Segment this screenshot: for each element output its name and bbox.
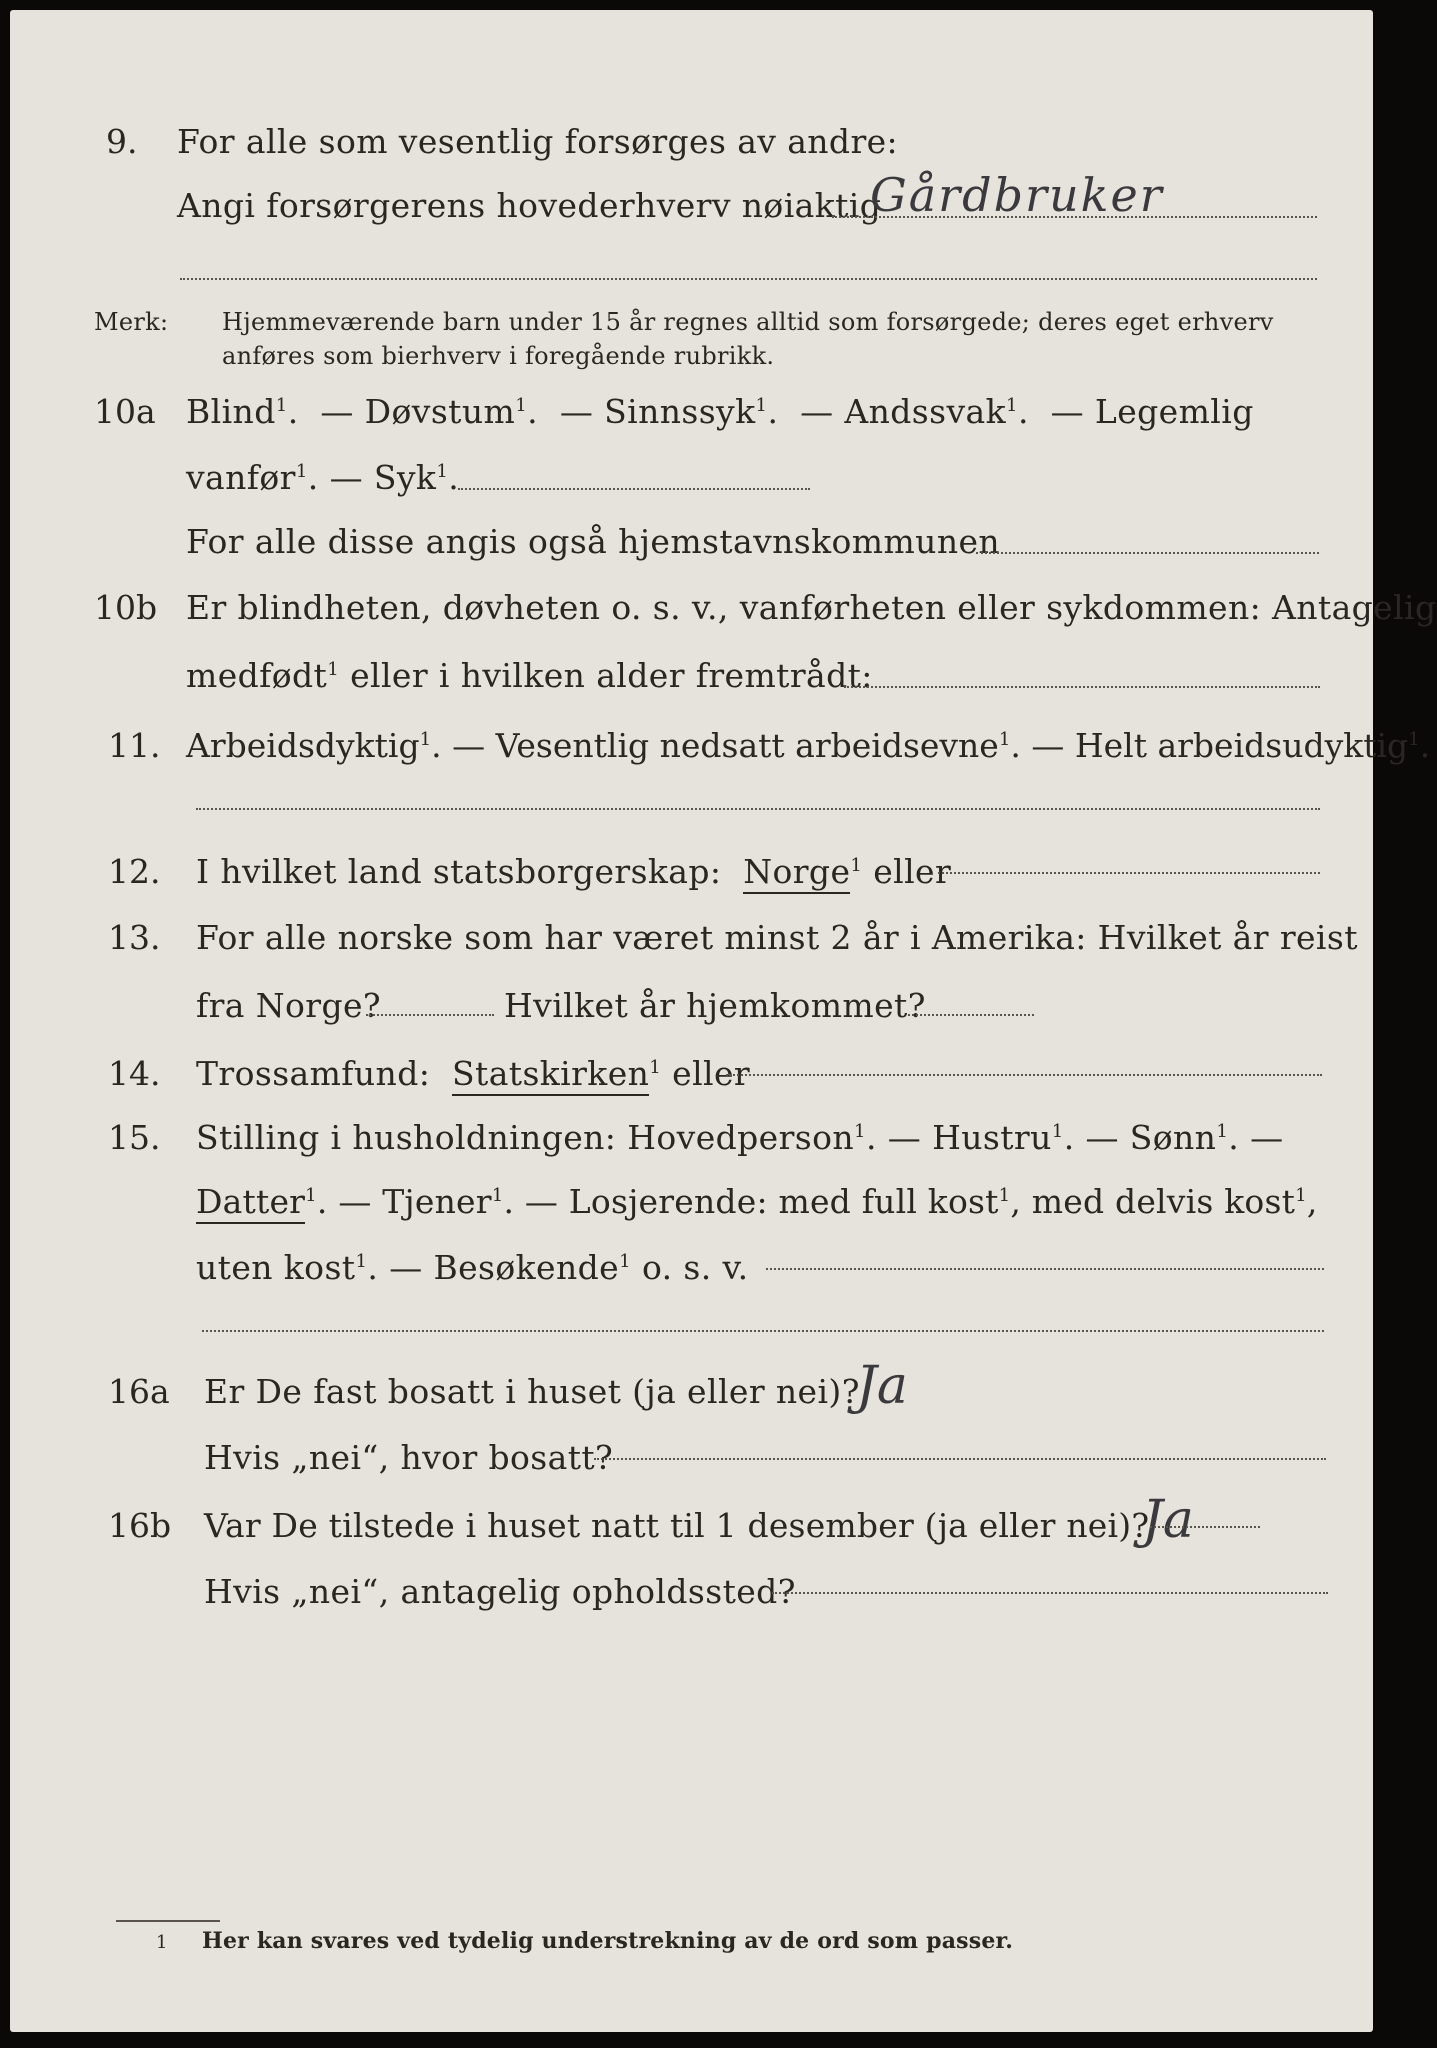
q10a-hjemstavn-line — [976, 552, 1319, 554]
q11-extra-line — [196, 808, 1320, 810]
option-syk: — Syk — [329, 458, 437, 497]
q9-number: 9. — [106, 122, 138, 161]
q10b-line1: Er blindheten, døvheten o. s. v., vanførheten eller sykdommen: Antagelig — [186, 588, 1437, 627]
q10a-line2: vanfør$^1$. — Syk$^1$. — [186, 458, 460, 497]
option-dovstum: — Døvstum — [320, 392, 516, 431]
merk-line1: Hjemmeværende barn under 15 år regnes alltid som forsørgede; deres eget erhverv — [222, 308, 1274, 336]
q10b-line2: medfødt$^1$ eller i hvilken alder fremtrådt: — [186, 656, 873, 695]
option-sonn: — Sønn — [1085, 1118, 1217, 1157]
option-legemlig: — Legemlig — [1050, 392, 1254, 431]
q12-number: 12. — [108, 852, 161, 891]
q11-line1: Arbeidsdyktig$^1$. — Vesentlig nedsatt arbeidsevne$^1$. — Helt arbeidsudyktig$^1$. — [186, 726, 1431, 765]
q16a-line2: Hvis „nei“, hvor bosatt? — [204, 1438, 614, 1477]
q13-number: 13. — [108, 918, 161, 957]
q10b-answer-line — [844, 686, 1320, 688]
option-delvis-kost: , med delvis kost — [1010, 1182, 1296, 1221]
option-statskirken-underlined: Statskirken — [452, 1054, 649, 1096]
q16a-number: 16a — [108, 1372, 170, 1411]
option-medfodt: medfødt — [186, 656, 328, 695]
q14-number: 14. — [108, 1054, 161, 1093]
option-andssvak: — Andssvak — [800, 392, 1006, 431]
option-arbeidsdyktig: Arbeidsdyktig — [186, 726, 420, 765]
q15-answer-line — [766, 1268, 1324, 1270]
q15-line2: Datter$^1$. — Tjener$^1$. — Losjerende: med full kost$^1$, med delvis kost$^1$, — [196, 1182, 1318, 1221]
footnote-mark: 1 — [156, 1932, 168, 1953]
option-vanfor: vanfør — [186, 458, 296, 497]
q16b-number: 16b — [108, 1506, 172, 1545]
q12-line: I hvilket land statsborgerskap: Norge$^1$ eller — [196, 852, 951, 891]
q13-fra-norge: fra Norge? — [196, 986, 382, 1025]
option-uten-kost: uten kost — [196, 1248, 356, 1287]
q16b-answer-line — [1150, 1526, 1260, 1528]
q9-extra-line — [180, 278, 1317, 280]
q16b-opholdssted-line — [772, 1592, 1328, 1594]
q9-line1: For alle som vesentlig forsørges av andre: — [177, 122, 899, 161]
q15-number: 15. — [108, 1118, 161, 1157]
q9-handwritten-answer: Gårdbruker — [870, 168, 1164, 222]
q16b-line2: Hvis „nei“, antagelig opholdssted? — [204, 1572, 796, 1611]
option-norge-underlined: Norge — [743, 852, 850, 894]
option-full-kost: — Losjerende: med full kost — [524, 1182, 999, 1221]
q16b-handwritten-answer: Ja — [1142, 1490, 1194, 1550]
option-sinnssyk: — Sinnssyk — [559, 392, 756, 431]
merk-label: Merk: — [94, 308, 169, 336]
option-blind: Blind — [186, 392, 276, 431]
q16a-line1: Er De fast bosatt i huset (ja eller nei)? — [204, 1372, 860, 1411]
q9-line2: Angi forsørgerens hovederhverv nøiaktig — [177, 186, 882, 225]
q13-line1: For alle norske som har været minst 2 år i Amerika: Hvilket år reist — [196, 918, 1358, 957]
q16a-handwritten-answer: Ja — [856, 1356, 908, 1416]
q13-fra-answer-line — [366, 1014, 494, 1016]
census-form-page — [10, 10, 1437, 2032]
q15-line1: Stilling i husholdningen: Hovedperson$^1$. — Hustru$^1$. — Sønn$^1$. — — [196, 1118, 1284, 1157]
footnote-text: Her kan svares ved tydelig understrekning av de ord som passer. — [202, 1928, 1014, 1954]
footnote-rule — [116, 1920, 220, 1922]
q10a-number: 10a — [94, 392, 156, 431]
q16b-line1: Var De tilstede i huset natt til 1 desember (ja eller nei)? — [204, 1506, 1150, 1545]
q14-answer-line — [726, 1074, 1322, 1076]
q15-extra-line — [202, 1330, 1324, 1332]
option-datter-underlined: Datter — [196, 1182, 305, 1224]
q10a-line3: For alle disse angis også hjemstavnskommunen — [186, 522, 1001, 561]
option-hustru: — Hustru — [887, 1118, 1052, 1157]
q10b-number: 10b — [94, 588, 158, 627]
q13-hjemkommet: Hvilket år hjemkommet? — [504, 986, 926, 1025]
q14-line: Trossamfund: Statskirken$^1$ eller — [196, 1054, 750, 1093]
option-udyktig: — Helt arbeidsudyktig — [1031, 726, 1409, 765]
q15-line3: uten kost$^1$. — Besøkende$^1$ o. s. v. — [196, 1248, 749, 1287]
option-besokende: — Besøkende — [389, 1248, 620, 1287]
q10a-answer-line — [458, 488, 810, 490]
q16a-answer-line — [594, 1458, 1326, 1460]
merk-line2: anføres som bierhverv i foregående rubrikk. — [222, 342, 775, 370]
q12-answer-line — [938, 872, 1320, 874]
option-nedsatt: — Vesentlig nedsatt arbeidsevne — [452, 726, 999, 765]
option-tjener: — Tjener — [338, 1182, 492, 1221]
q11-number: 11. — [108, 726, 161, 765]
option-hovedperson: Stilling i husholdningen: Hovedperson — [196, 1118, 855, 1157]
q13-hjem-answer-line — [908, 1014, 1034, 1016]
q10a-line1: Blind$^1$. — Døvstum$^1$. — Sinnssyk$^1$. — Andssvak$^1$. — Legemlig — [186, 392, 1254, 431]
